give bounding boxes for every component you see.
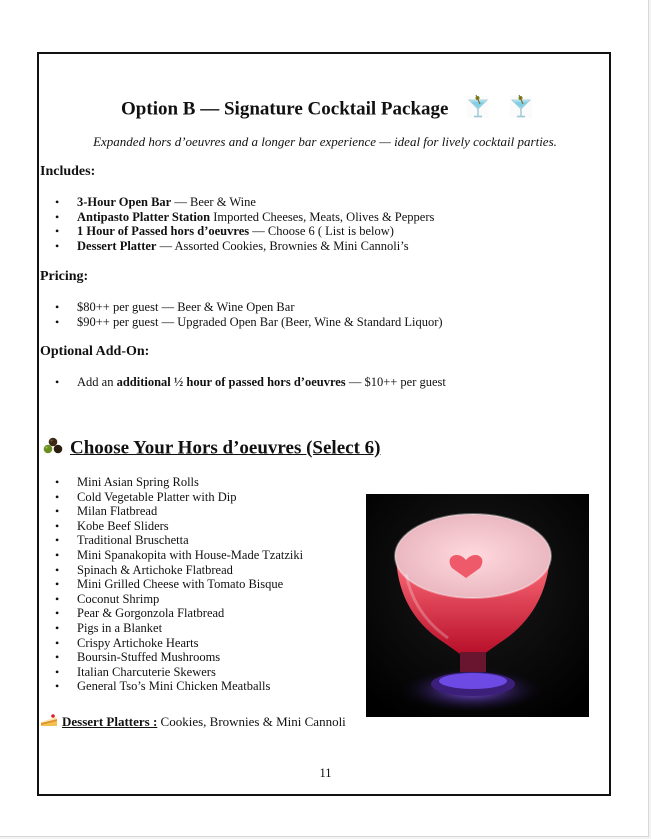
list-item: • $80++ per guest — Beer & Wine Open Bar — [37, 300, 443, 315]
list-item: • Mini Grilled Cheese with Tomato Bisque — [37, 577, 303, 592]
list-item: • Coconut Shrimp — [37, 592, 303, 607]
olives-icon — [42, 437, 64, 461]
list-item: • 3-Hour Open Bar — Beer & Wine — [37, 195, 434, 210]
list-item: • Crispy Artichoke Hearts — [37, 636, 303, 651]
hors-list — [37, 475, 303, 694]
martini-glass-icon — [465, 94, 491, 126]
list-item: • 1 Hour of Passed hors d’oeuvres — Choose 6 ( List is below) — [37, 224, 434, 239]
list-item: • Spinach & Artichoke Flatbread — [37, 563, 303, 578]
hors-heading — [42, 437, 380, 461]
page-number: 11 — [319, 766, 332, 780]
list-item: • Italian Charcuterie Skewers — [37, 665, 303, 680]
cocktail-photo — [366, 494, 589, 717]
list-item: • Mini Asian Spring Rolls — [37, 475, 303, 490]
includes-list — [37, 195, 434, 253]
list-item: • Dessert Platter — Assorted Cookies, Brownies & Mini Cannoli’s — [37, 239, 434, 254]
pricing-list — [37, 300, 443, 329]
subtitle: Expanded hors d’oeuvres and a longer bar experience — ideal for lively cocktail parties. — [93, 134, 557, 149]
list-item: • General Tso’s Mini Chicken Meatballs — [37, 679, 303, 694]
cake-icon — [40, 712, 58, 732]
martini-glass-icon — [508, 94, 534, 126]
page-title — [0, 94, 651, 126]
list-item: • Pigs in a Blanket — [37, 621, 303, 636]
includes-heading: Includes: — [40, 164, 96, 179]
dessert-text: Cookies, Brownies & Mini Cannoli — [157, 714, 346, 729]
list-item: • Antipasto Platter Station Imported Cheeses, Meats, Olives & Peppers — [37, 210, 434, 225]
addon-list — [37, 375, 446, 390]
list-item: • Mini Spanakopita with House-Made Tzatziki — [37, 548, 303, 563]
list-item: • Pear & Gorgonzola Flatbread — [37, 606, 303, 621]
list-item: • Milan Flatbread — [37, 504, 303, 519]
list-item: • Cold Vegetable Platter with Dip — [37, 490, 303, 505]
addon-heading: Optional Add-On: — [40, 344, 150, 359]
hors-heading-text: Choose Your Hors d’oeuvres (Select 6) — [70, 437, 381, 459]
pricing-heading: Pricing: — [40, 269, 89, 284]
list-item: • $90++ per guest — Upgraded Open Bar (Beer, Wine & Standard Liquor) — [37, 315, 443, 330]
list-item: • Boursin-Stuffed Mushrooms — [37, 650, 303, 665]
title-text: Option B — Signature Cocktail Package — [121, 98, 449, 120]
list-item: • Traditional Bruschetta — [37, 533, 303, 548]
dessert-label: Dessert Platters : — [62, 714, 158, 729]
dessert-line — [40, 712, 346, 732]
list-item: • Add an additional ½ hour of passed hors d’oeuvres — $10++ per guest — [37, 375, 446, 390]
list-item: • Kobe Beef Sliders — [37, 519, 303, 534]
